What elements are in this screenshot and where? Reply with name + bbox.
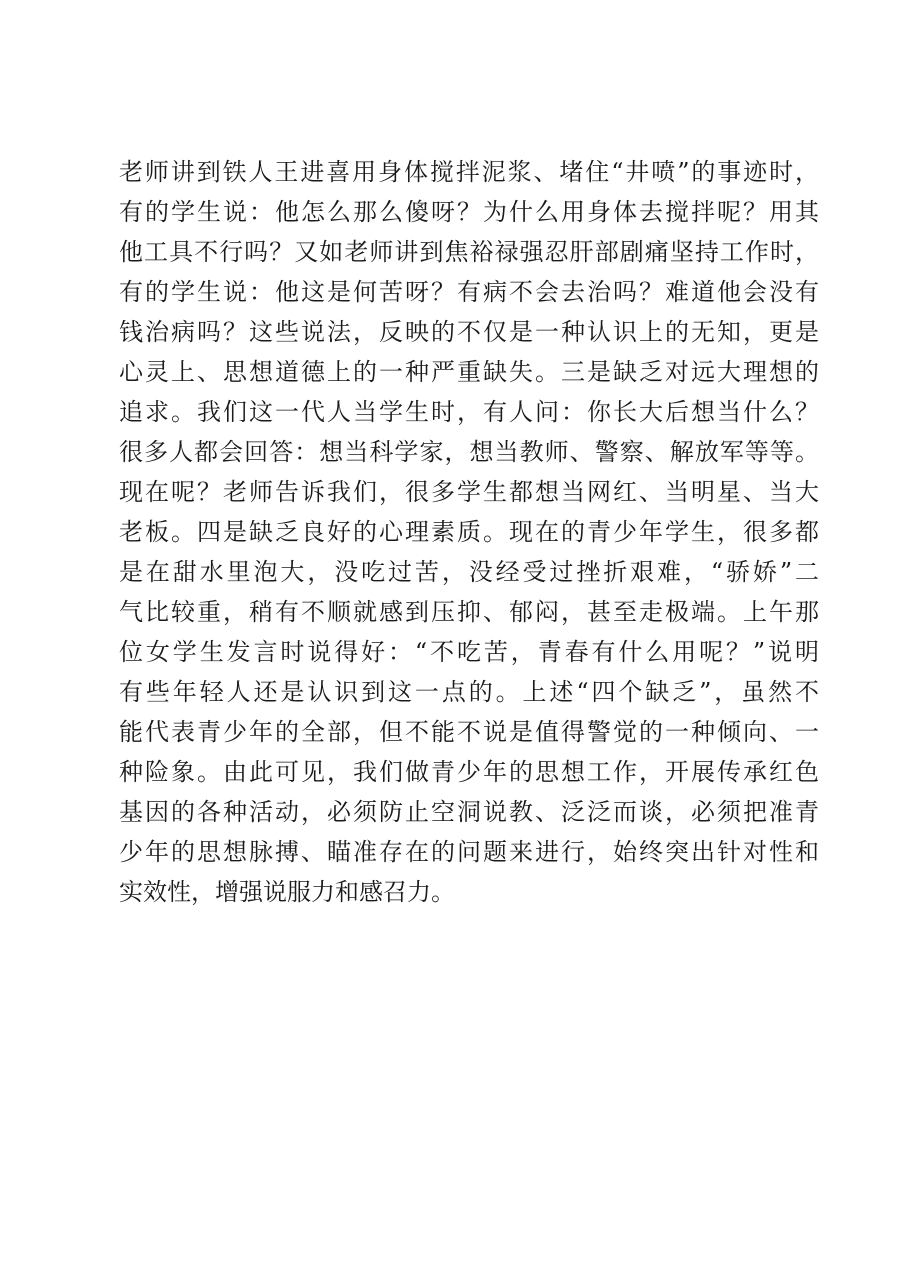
paragraph-line: 心灵上、思想道德上的一种严重缺失。三是缺乏对远大理想的: [119, 358, 819, 386]
paragraph-line: 位女学生发言时说得好：“不吃苦，青春有什么用呢？”说明: [119, 638, 819, 666]
paragraph-line: 实效性，增强说服力和感召力。: [119, 878, 455, 906]
paragraph-line: 少年的思想脉搏、瞄准存在的问题来进行，始终突出针对性和: [119, 838, 819, 866]
paragraph-line: 基因的各种活动，必须防止空洞说教、泛泛而谈，必须把准青: [119, 798, 819, 826]
paragraph-line: 气比较重，稍有不顺就感到压抑、郁闷，甚至走极端。上午那: [119, 598, 819, 626]
paragraph-line: 追求。我们这一代人当学生时，有人问：你长大后想当什么？: [119, 398, 819, 426]
paragraph-line: 现在呢？老师告诉我们，很多学生都想当网红、当明星、当大: [119, 478, 819, 506]
paragraph-line: 很多人都会回答：想当科学家，想当教师、警察、解放军等等。: [119, 438, 819, 466]
paragraph-line: 有的学生说：他这是何苦呀？有病不会去治吗？难道他会没有: [119, 278, 819, 306]
paragraph-line: 他工具不行吗？又如老师讲到焦裕禄强忍肝部剧痛坚持工作时，: [119, 238, 819, 266]
paragraph-line: 老师讲到铁人王进喜用身体搅拌泥浆、堵住“井喷”的事迹时，: [119, 158, 819, 186]
paragraph-line: 老板。四是缺乏良好的心理素质。现在的青少年学生，很多都: [119, 518, 819, 546]
paragraph-line: 有些年轻人还是认识到这一点的。上述“四个缺乏”，虽然不: [119, 678, 819, 706]
paragraph-line: 钱治病吗？这些说法，反映的不仅是一种认识上的无知，更是: [119, 318, 819, 346]
paragraph-line: 有的学生说：他怎么那么傻呀？为什么用身体去搅拌呢？用其: [119, 198, 819, 226]
paragraph-line: 能代表青少年的全部，但不能不说是值得警觉的一种倾向、一: [119, 718, 819, 746]
body-paragraph: [119, 152, 819, 912]
paragraph-line: 是在甜水里泡大，没吃过苦，没经受过挫折艰难，“骄娇”二: [119, 558, 819, 586]
paragraph-line: 种险象。由此可见，我们做青少年的思想工作，开展传承红色: [119, 758, 819, 786]
